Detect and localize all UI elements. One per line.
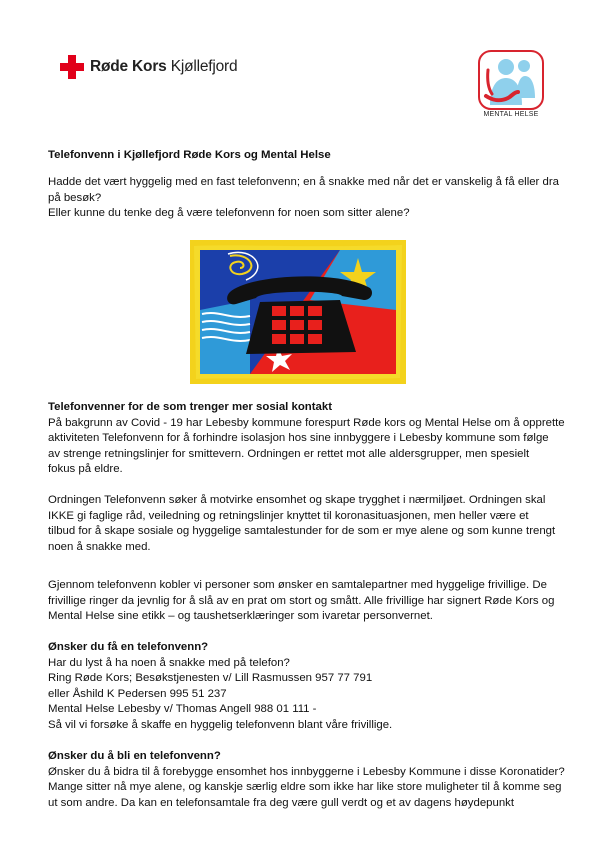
paragraph-line: Mental Helse Lebesby v/ Thomas Angell 988 01 111 -	[48, 703, 317, 716]
paragraph-line: På bakgrunn av Covid - 19 har Lebesby kommune forespurt Røde kors og Mental Helse om å opprette	[48, 416, 565, 429]
section-heading: Ønsker du å bli en telefonvenn?	[48, 750, 221, 762]
paragraph-line: frivillige ringer da jevnlig for å slå av en prat om stort og smått. Alle frivillige har signert Røde Kors og	[48, 594, 555, 607]
mental-helse-figure-icon	[478, 50, 544, 110]
paragraph-line: aktiviteten Telefonvenn for å forhindre isolasjon hos sine innbyggere i Lebesby kommune som følge	[48, 432, 549, 445]
mental-helse-logo	[478, 50, 544, 122]
paragraph-line: noen å snakke med.	[48, 540, 151, 553]
paragraph-line: IKKE gi faglige råd, veiledning og retningslinjer knyttet til koronasituasjonen, men heller være et	[48, 509, 529, 522]
paragraph-line: Gjennom telefonvenn kobler vi personer som ønsker en samtalepartner med hyggelige frivillige. De	[48, 579, 547, 591]
paragraph-line: Ring Røde Kors; Besøkstjenesten v/ Lill Rasmussen 957 77 791	[48, 672, 373, 685]
paragraph-line: Har du lyst å ha noen å snakke med på telefon?	[48, 656, 290, 669]
paragraph-line: Så vil vi forsøke å skaffe en hyggelig telefonvenn blant våre frivillige.	[48, 718, 393, 731]
section-heading: Telefonvenner for de som trenger mer sosial kontakt	[48, 401, 332, 413]
section-bli-telefonvenn	[48, 749, 568, 811]
paragraph-line: ut som andre. Da kan en telefonsamtale fra deg være gull verdt og et av dagens høydepunkt	[48, 796, 515, 809]
mental-helse-label: MENTAL HELSE	[483, 111, 539, 118]
intro-line: Eller kunne du tenke deg å være telefonvenn for noen som sitter alene?	[48, 207, 410, 220]
paragraph-line: eller Åshild K Pedersen 995 51 237	[48, 687, 227, 700]
paragraph-line: Ønsker du å bidra til å forebygge ensomhet hos innbyggerne i Lebesby Kommune i disse Koronatider?	[48, 765, 565, 778]
intro-line: Hadde det vært hyggelig med en fast telefonvenn; en å snakke med når det er vanskelig å få eller dra	[48, 176, 559, 188]
section-heading: Ønsker du få en telefonvenn?	[48, 641, 209, 653]
intro-line: på besøk?	[48, 191, 102, 204]
paragraph-line: fokus på eldre.	[48, 463, 123, 476]
red-cross-icon	[60, 55, 84, 79]
rode-kors-brand: Røde Kors Kjøllefjord	[90, 58, 238, 75]
paragraph-line: tilbud for å skape sosiale og hyggelige samtalestunder for de som er mye alene og som kunne trengt	[48, 525, 556, 538]
paragraph-line: av strenge retningslinjer for smittevern. Ordningen er rettet mot alle aldersgrupper, men spesielt	[48, 447, 530, 460]
section-sosial-kontakt	[48, 400, 568, 478]
telephone-clipart	[190, 240, 406, 384]
section-fa-telefonvenn	[48, 640, 568, 734]
paragraph-line: Mental Helse sine etikk – og taushetserklæringer som ivaretar personvernet.	[48, 610, 433, 623]
rode-kors-logo	[60, 54, 237, 80]
paragraph-line: Ordningen Telefonvenn søker å motvirke ensomhet og skape trygghet i nærmiljøet. Ordningen skal	[48, 494, 546, 506]
page-title: Telefonvenn i Kjøllefjord Røde Kors og Mental Helse	[48, 149, 331, 161]
paragraph-ordningen	[48, 493, 568, 555]
paragraph-gjennom	[48, 578, 568, 625]
paragraph-line: Mange sitter nå mye alene, og kanskje særlig eldre som ikke har like store muligheter til å komme seg	[48, 781, 562, 794]
intro-paragraph	[48, 175, 568, 222]
